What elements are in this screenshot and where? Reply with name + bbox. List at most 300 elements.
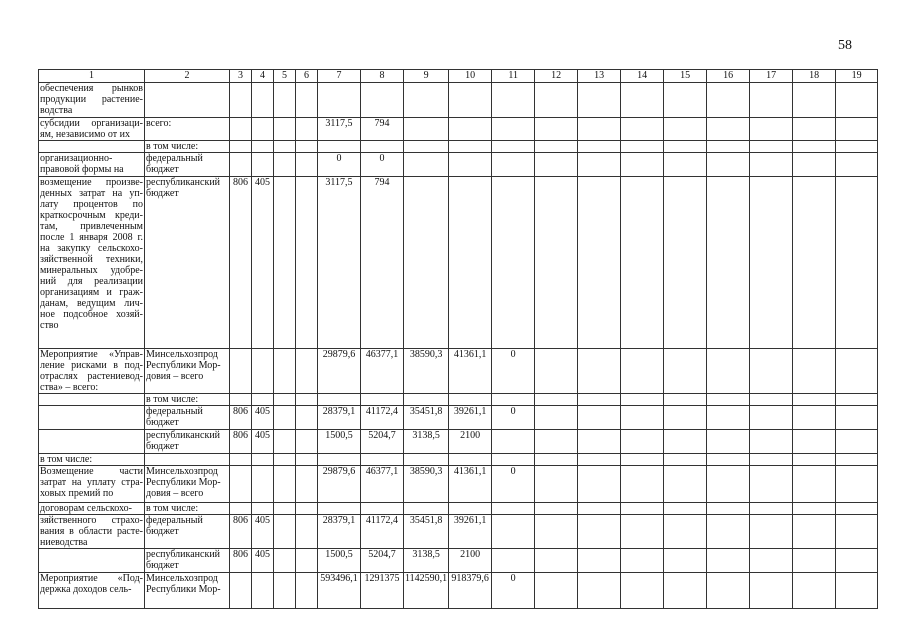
empty-cell: [750, 430, 793, 454]
description-cell: [39, 406, 145, 430]
empty-cell: [750, 454, 793, 466]
code-6-cell: [296, 503, 318, 515]
value-10-cell: [449, 177, 492, 349]
code-3-cell: 806: [230, 515, 252, 549]
code-5-cell: [274, 83, 296, 118]
code-3-cell: [230, 454, 252, 466]
header-cell: 18: [793, 70, 836, 83]
empty-cell: [750, 394, 793, 406]
empty-cell: [707, 549, 750, 573]
header-cell: 7: [318, 70, 361, 83]
table-row: [39, 466, 878, 503]
value-7-cell: 0: [318, 153, 361, 177]
empty-cell: [578, 153, 621, 177]
empty-cell: [535, 118, 578, 141]
header-cell: 9: [404, 70, 449, 83]
empty-cell: [793, 177, 836, 349]
empty-cell: [578, 454, 621, 466]
header-cell: 12: [535, 70, 578, 83]
value-10-cell: 41361,1: [449, 349, 492, 394]
value-8-cell: 794: [361, 118, 404, 141]
executor-cell: республиканский бюджет: [145, 549, 230, 573]
code-6-cell: [296, 515, 318, 549]
empty-cell: [793, 394, 836, 406]
empty-cell: [707, 141, 750, 153]
description-cell: субсидии организаци-ям, независимо от их: [40, 118, 143, 140]
empty-cell: [707, 454, 750, 466]
header-cell: 11: [492, 70, 535, 83]
empty-cell: [621, 503, 664, 515]
value-9-cell: 38590,3: [404, 466, 449, 503]
empty-cell: [664, 454, 707, 466]
value-10-cell: [449, 118, 492, 141]
empty-cell: [750, 549, 793, 573]
code-6-cell: [296, 466, 318, 503]
empty-cell: [750, 515, 793, 549]
code-5-cell: [274, 394, 296, 406]
header-row: [39, 70, 878, 83]
table-row: [39, 573, 878, 609]
value-8-cell: [361, 83, 404, 118]
table-row: [39, 394, 878, 406]
value-7-cell: [318, 454, 361, 466]
table-row: [39, 454, 878, 466]
code-3-cell: 806: [230, 406, 252, 430]
empty-cell: [535, 153, 578, 177]
empty-cell: [535, 503, 578, 515]
empty-cell: [750, 153, 793, 177]
code-6-cell: [296, 118, 318, 141]
value-8-cell: 794: [361, 177, 404, 349]
table-row: [39, 83, 878, 118]
code-5-cell: [274, 430, 296, 454]
empty-cell: [836, 549, 878, 573]
code-3-cell: [230, 141, 252, 153]
code-4-cell: [252, 573, 274, 609]
empty-cell: [578, 177, 621, 349]
code-5-cell: [274, 454, 296, 466]
description-cell: [39, 394, 145, 406]
table-row: [39, 549, 878, 573]
empty-cell: [793, 153, 836, 177]
executor-cell: федеральный бюджет: [145, 153, 230, 177]
code-4-cell: [252, 118, 274, 141]
value-9-cell: [404, 153, 449, 177]
empty-cell: [621, 466, 664, 503]
empty-cell: [535, 394, 578, 406]
code-3-cell: 806: [230, 430, 252, 454]
empty-cell: [664, 515, 707, 549]
empty-cell: [793, 573, 836, 609]
code-6-cell: [296, 141, 318, 153]
empty-cell: [664, 153, 707, 177]
empty-cell: [664, 349, 707, 394]
code-5-cell: [274, 466, 296, 503]
value-8-cell: [361, 394, 404, 406]
code-5-cell: [274, 573, 296, 609]
value-7-cell: 1500,5: [318, 549, 361, 573]
description-cell: Мероприятие «Под-держка доходов сель-: [39, 573, 145, 609]
code-3-cell: [230, 83, 252, 118]
code-4-cell: [252, 83, 274, 118]
value-7-cell: 28379,1: [318, 515, 361, 549]
empty-cell: [750, 406, 793, 430]
header-cell: 10: [449, 70, 492, 83]
code-5-cell: [274, 118, 296, 141]
description-cell: возмещение произве-денных затрат на уп-лату процентов по краткосрочным креди-там, привлеченным после 1 января 2008 г. на закупку сельскохо-зяйственной техники, минеральных удобре-ний для реализации организациям и граж-данам, ведущим лич-ное подсобное хозяй-ство: [39, 177, 145, 349]
empty-cell: [750, 141, 793, 153]
code-4-cell: [252, 153, 274, 177]
table-row: [39, 141, 878, 153]
empty-cell: [664, 141, 707, 153]
value-7-cell: 29879,6: [318, 349, 361, 394]
value-9-cell: [404, 503, 449, 515]
empty-cell: [621, 177, 664, 349]
empty-cell: [750, 83, 793, 118]
executor-cell: в том числе:: [145, 141, 230, 153]
value-9-cell: 38590,3: [404, 349, 449, 394]
empty-cell: [578, 503, 621, 515]
value-10-cell: [449, 454, 492, 466]
empty-cell: [836, 466, 878, 503]
value-7-cell: 593496,1: [318, 573, 361, 609]
empty-cell: [793, 549, 836, 573]
empty-cell: [836, 118, 878, 141]
empty-cell: [621, 454, 664, 466]
value-11-cell: 0: [492, 349, 535, 394]
code-3-cell: [230, 573, 252, 609]
empty-cell: [621, 83, 664, 118]
table-body: [39, 83, 878, 609]
code-3-cell: [230, 118, 252, 141]
code-6-cell: [296, 454, 318, 466]
value-11-cell: [492, 430, 535, 454]
code-5-cell: [274, 549, 296, 573]
empty-cell: [535, 515, 578, 549]
empty-cell: [836, 430, 878, 454]
empty-cell: [621, 406, 664, 430]
value-9-cell: [404, 177, 449, 349]
code-5-cell: [274, 141, 296, 153]
empty-cell: [836, 573, 878, 609]
value-8-cell: 5204,7: [361, 430, 404, 454]
table-row: [39, 118, 878, 141]
value-8-cell: [361, 141, 404, 153]
value-10-cell: 2100: [449, 430, 492, 454]
value-10-cell: 39261,1: [449, 515, 492, 549]
code-5-cell: [274, 406, 296, 430]
empty-cell: [836, 349, 878, 394]
empty-cell: [578, 141, 621, 153]
empty-cell: [836, 177, 878, 349]
value-9-cell: [404, 141, 449, 153]
value-10-cell: [449, 394, 492, 406]
code-3-cell: [230, 466, 252, 503]
value-7-cell: 3117,5: [318, 177, 361, 349]
empty-cell: [793, 454, 836, 466]
empty-cell: [578, 83, 621, 118]
value-11-cell: [492, 454, 535, 466]
value-9-cell: 35451,8: [404, 515, 449, 549]
empty-cell: [707, 349, 750, 394]
header-cell: 2: [145, 70, 230, 83]
description-cell: Возмещение части затрат на уплату стра-ховых премий по: [39, 466, 145, 503]
header-cell: 5: [274, 70, 296, 83]
empty-cell: [793, 118, 836, 141]
value-11-cell: [492, 394, 535, 406]
empty-cell: [707, 153, 750, 177]
table-row: [39, 349, 878, 394]
empty-cell: [535, 430, 578, 454]
value-11-cell: [492, 549, 535, 573]
value-9-cell: 35451,8: [404, 406, 449, 430]
description-cell: договорам сельскохо-: [39, 503, 145, 515]
empty-cell: [707, 83, 750, 118]
empty-cell: [750, 466, 793, 503]
empty-cell: [535, 454, 578, 466]
empty-cell: [621, 515, 664, 549]
budget-table: [38, 69, 878, 609]
description-cell: обеспечения рынков продукции растение-водства: [40, 83, 143, 116]
value-11-cell: [492, 118, 535, 141]
header-cell: 4: [252, 70, 274, 83]
empty-cell: [664, 394, 707, 406]
code-6-cell: [296, 177, 318, 349]
code-4-cell: [252, 394, 274, 406]
empty-cell: [707, 406, 750, 430]
empty-cell: [664, 466, 707, 503]
code-6-cell: [296, 394, 318, 406]
empty-cell: [793, 515, 836, 549]
empty-cell: [664, 118, 707, 141]
code-3-cell: [230, 153, 252, 177]
budget-table-sheet: [38, 69, 878, 609]
empty-cell: [621, 549, 664, 573]
value-8-cell: 1291375: [361, 573, 404, 609]
empty-cell: [836, 454, 878, 466]
empty-cell: [793, 406, 836, 430]
value-11-cell: [492, 141, 535, 153]
empty-cell: [535, 406, 578, 430]
description-cell: [39, 549, 145, 573]
value-9-cell: [404, 454, 449, 466]
empty-cell: [664, 83, 707, 118]
description-cell: [39, 141, 145, 153]
empty-cell: [707, 515, 750, 549]
empty-cell: [621, 394, 664, 406]
empty-cell: [664, 549, 707, 573]
empty-cell: [535, 141, 578, 153]
empty-cell: [621, 153, 664, 177]
empty-cell: [578, 430, 621, 454]
value-8-cell: 46377,1: [361, 466, 404, 503]
empty-cell: [621, 430, 664, 454]
code-3-cell: [230, 349, 252, 394]
table-row: [39, 177, 878, 349]
empty-cell: [750, 118, 793, 141]
table-row: [39, 406, 878, 430]
code-3-cell: [230, 503, 252, 515]
code-3-cell: 806: [230, 177, 252, 349]
value-11-cell: [492, 515, 535, 549]
empty-cell: [750, 503, 793, 515]
value-8-cell: [361, 454, 404, 466]
code-6-cell: [296, 430, 318, 454]
description-cell: Мероприятие «Управ-ление рисками в под-отраслях растениевод-ства» – всего:: [40, 349, 143, 393]
code-4-cell: [252, 141, 274, 153]
empty-cell: [535, 83, 578, 118]
value-10-cell: 918379,6: [449, 573, 492, 609]
empty-cell: [664, 573, 707, 609]
empty-cell: [535, 549, 578, 573]
empty-cell: [793, 503, 836, 515]
value-7-cell: [318, 503, 361, 515]
description-cell: зяйственного страхо-вания в области расте-ниеводства: [40, 515, 143, 548]
value-10-cell: 39261,1: [449, 406, 492, 430]
code-4-cell: [252, 466, 274, 503]
empty-cell: [535, 349, 578, 394]
empty-cell: [664, 503, 707, 515]
header-cell: 16: [707, 70, 750, 83]
value-7-cell: [318, 83, 361, 118]
header-cell: 3: [230, 70, 252, 83]
code-3-cell: 806: [230, 549, 252, 573]
code-6-cell: [296, 349, 318, 394]
table-row: [39, 153, 878, 177]
description-cell: в том числе:: [39, 454, 145, 466]
value-7-cell: [318, 141, 361, 153]
empty-cell: [535, 466, 578, 503]
empty-cell: [535, 573, 578, 609]
value-11-cell: [492, 83, 535, 118]
empty-cell: [578, 394, 621, 406]
executor-cell: республиканский бюджет: [145, 177, 230, 349]
value-10-cell: [449, 141, 492, 153]
empty-cell: [707, 430, 750, 454]
value-10-cell: [449, 503, 492, 515]
value-8-cell: 41172,4: [361, 515, 404, 549]
value-8-cell: [361, 503, 404, 515]
code-4-cell: [252, 349, 274, 394]
code-4-cell: 405: [252, 515, 274, 549]
executor-cell: [145, 83, 230, 118]
empty-cell: [836, 515, 878, 549]
value-7-cell: [318, 394, 361, 406]
code-4-cell: 405: [252, 406, 274, 430]
code-6-cell: [296, 549, 318, 573]
empty-cell: [621, 349, 664, 394]
value-10-cell: 41361,1: [449, 466, 492, 503]
header-cell: 19: [836, 70, 878, 83]
empty-cell: [578, 549, 621, 573]
empty-cell: [750, 573, 793, 609]
description-cell: организационно-правовой формы на: [39, 153, 145, 177]
header-cell: 17: [750, 70, 793, 83]
empty-cell: [578, 515, 621, 549]
header-cell: 13: [578, 70, 621, 83]
value-9-cell: 3138,5: [404, 549, 449, 573]
value-8-cell: 41172,4: [361, 406, 404, 430]
executor-cell: федеральный бюджет: [145, 406, 230, 430]
empty-cell: [578, 573, 621, 609]
value-9-cell: [404, 394, 449, 406]
executor-cell: [145, 454, 230, 466]
description-cell: [39, 430, 145, 454]
empty-cell: [750, 349, 793, 394]
empty-cell: [836, 153, 878, 177]
executor-cell: Минсельхозпрод Республики Мор-довия – всего: [145, 466, 230, 503]
value-8-cell: 0: [361, 153, 404, 177]
empty-cell: [578, 349, 621, 394]
value-9-cell: 1142590,1: [404, 573, 449, 609]
header-cell: 8: [361, 70, 404, 83]
empty-cell: [664, 177, 707, 349]
value-8-cell: 5204,7: [361, 549, 404, 573]
empty-cell: [621, 573, 664, 609]
code-5-cell: [274, 515, 296, 549]
value-11-cell: [492, 503, 535, 515]
code-5-cell: [274, 153, 296, 177]
empty-cell: [707, 394, 750, 406]
value-11-cell: [492, 177, 535, 349]
empty-cell: [621, 118, 664, 141]
executor-cell: Минсельхозпрод Республики Мор-довия – всего: [145, 349, 230, 394]
table-row: [39, 503, 878, 515]
code-4-cell: 405: [252, 549, 274, 573]
code-6-cell: [296, 573, 318, 609]
code-4-cell: [252, 454, 274, 466]
empty-cell: [836, 83, 878, 118]
header-cell: 1: [39, 70, 145, 83]
code-4-cell: 405: [252, 430, 274, 454]
code-4-cell: [252, 503, 274, 515]
executor-cell: в том числе:: [145, 503, 230, 515]
empty-cell: [750, 177, 793, 349]
executor-cell: федеральный бюджет: [145, 515, 230, 549]
executor-cell: всего:: [145, 118, 230, 141]
empty-cell: [836, 394, 878, 406]
empty-cell: [836, 406, 878, 430]
empty-cell: [664, 430, 707, 454]
value-9-cell: 3138,5: [404, 430, 449, 454]
code-6-cell: [296, 406, 318, 430]
table-row: [39, 430, 878, 454]
executor-cell: Минсельхозпрод Республики Мор-: [145, 573, 230, 609]
empty-cell: [664, 406, 707, 430]
value-7-cell: 1500,5: [318, 430, 361, 454]
empty-cell: [578, 466, 621, 503]
value-8-cell: 46377,1: [361, 349, 404, 394]
value-10-cell: [449, 153, 492, 177]
empty-cell: [621, 141, 664, 153]
header-cell: 14: [621, 70, 664, 83]
empty-cell: [793, 83, 836, 118]
executor-cell: республиканский бюджет: [145, 430, 230, 454]
value-11-cell: 0: [492, 466, 535, 503]
code-6-cell: [296, 83, 318, 118]
value-11-cell: 0: [492, 573, 535, 609]
table-row: [39, 515, 878, 549]
value-7-cell: 28379,1: [318, 406, 361, 430]
value-7-cell: 29879,6: [318, 466, 361, 503]
value-10-cell: [449, 83, 492, 118]
empty-cell: [836, 503, 878, 515]
value-9-cell: [404, 118, 449, 141]
empty-cell: [578, 118, 621, 141]
value-10-cell: 2100: [449, 549, 492, 573]
empty-cell: [707, 118, 750, 141]
header-cell: 15: [664, 70, 707, 83]
